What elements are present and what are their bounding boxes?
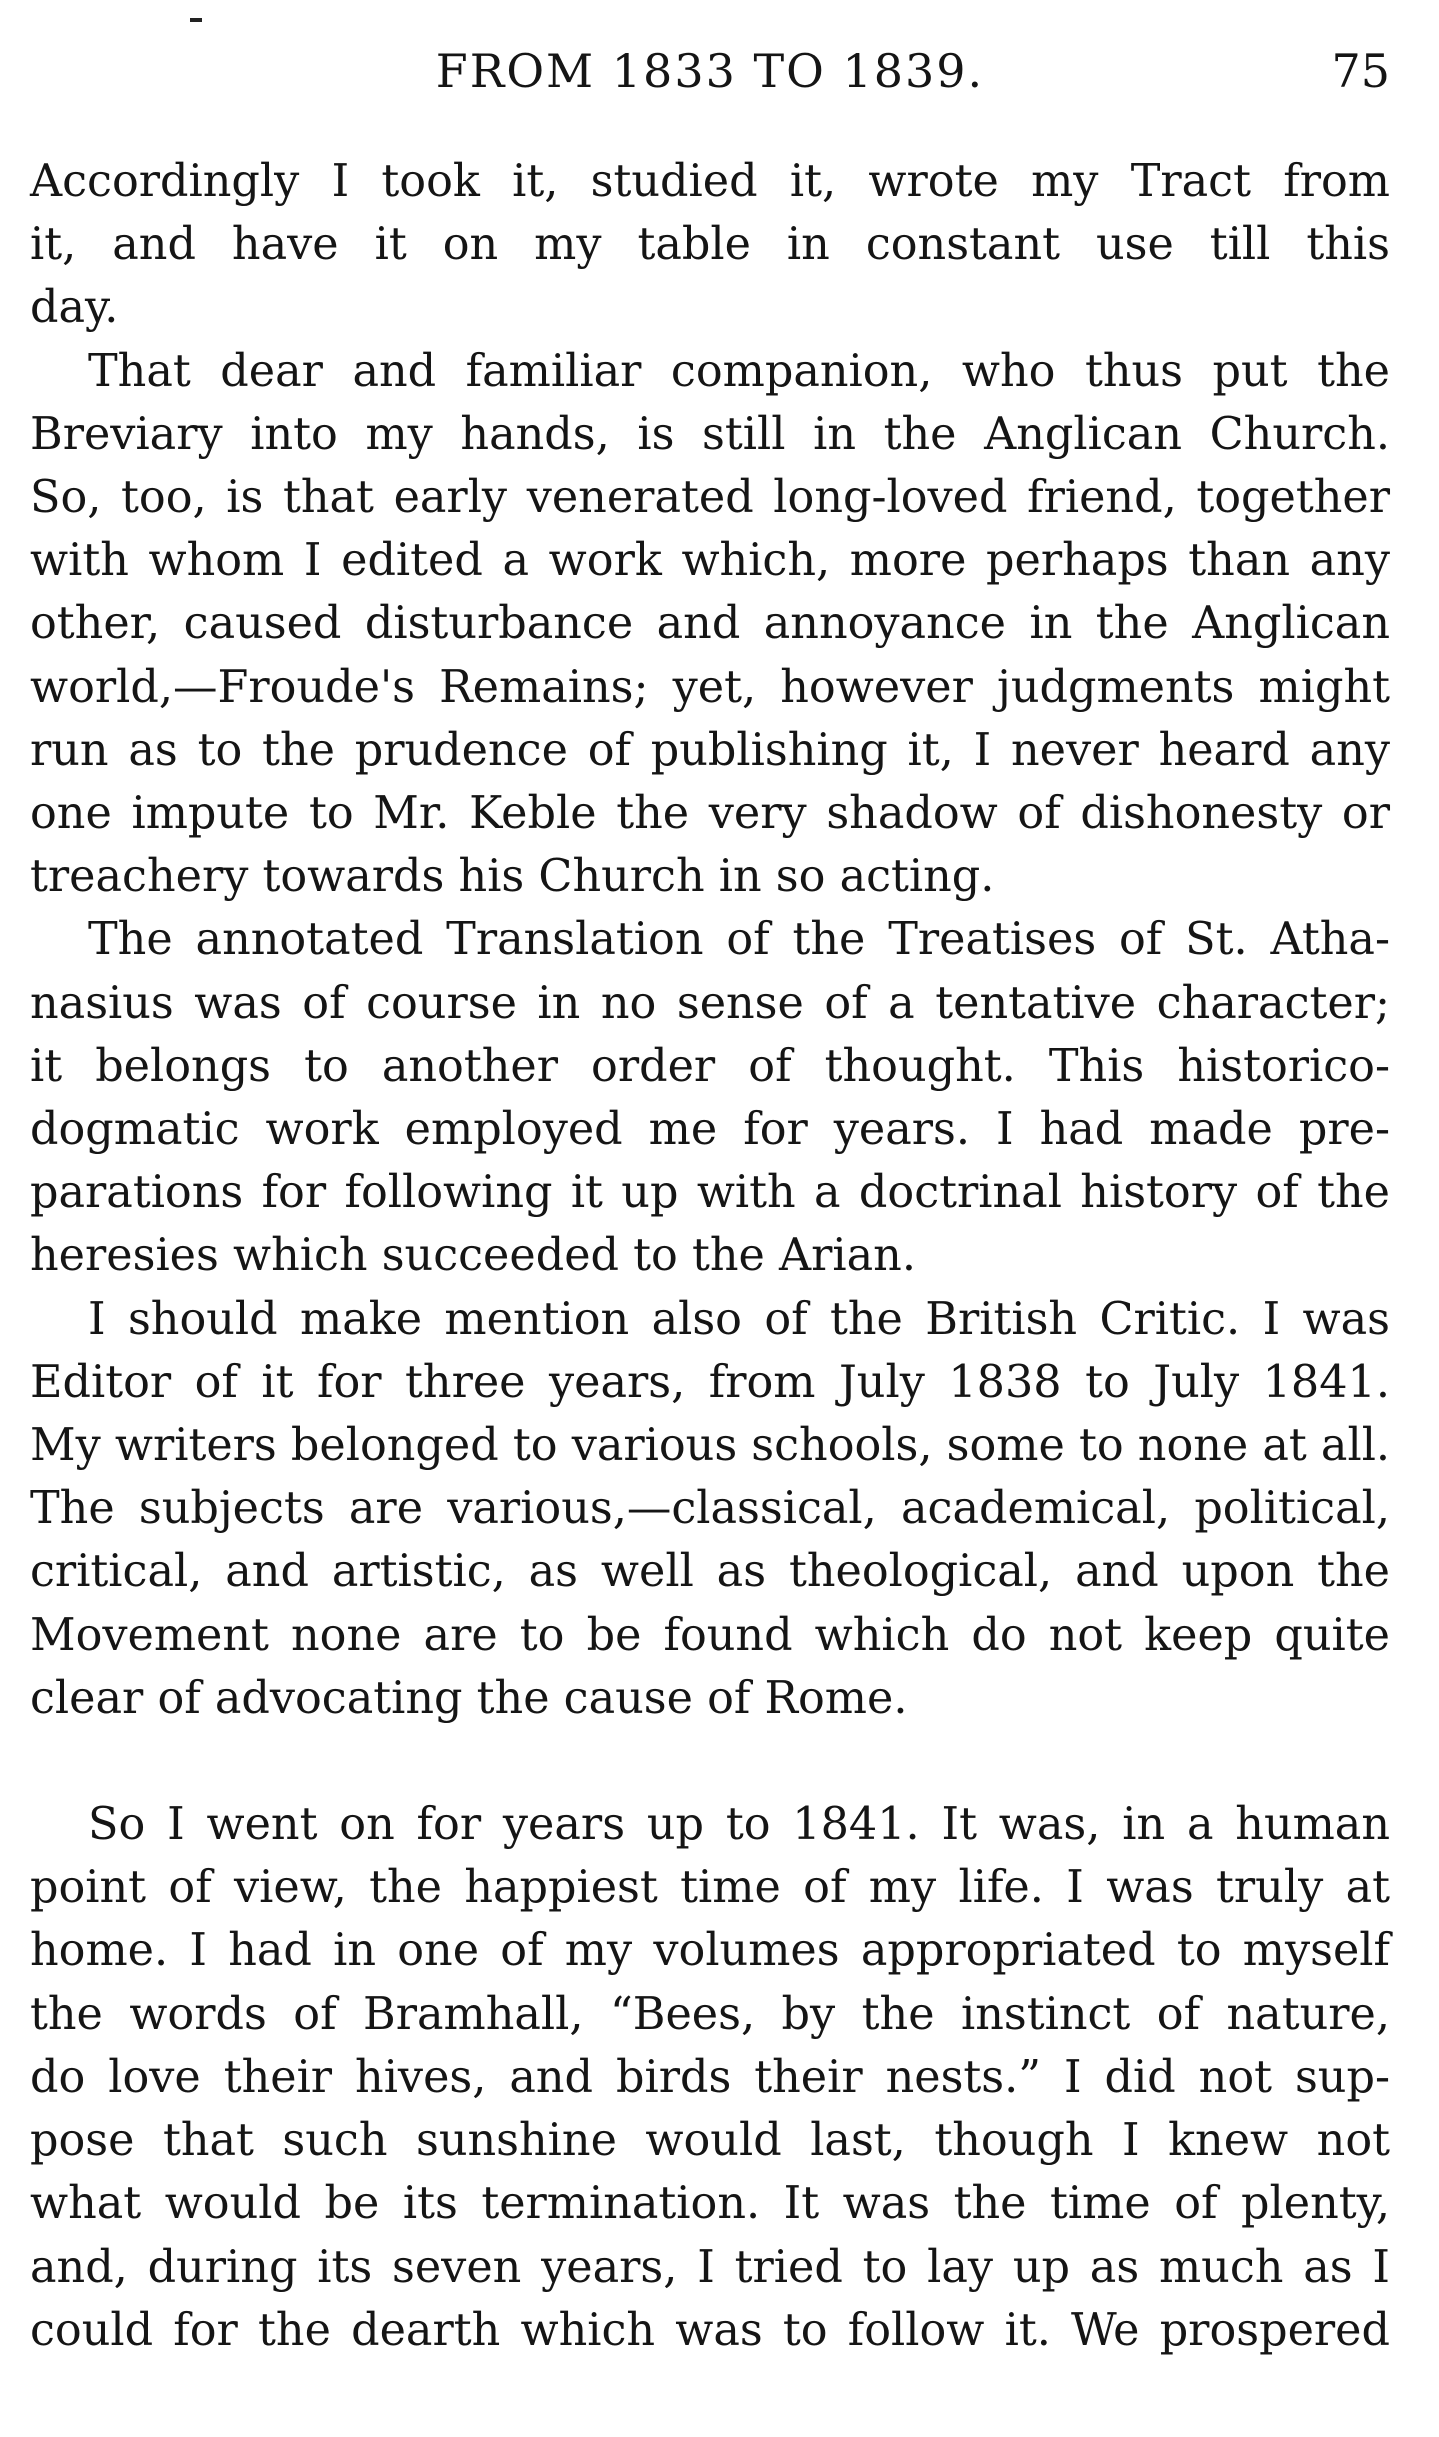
text-line: home. I had in one of my volumes appropriated to myself: [30, 1925, 1390, 1977]
text-line: run as to the prudence of publishing it, I never heard any: [30, 724, 1390, 776]
text-line: heresies which succeeded to the Arian.: [30, 1230, 916, 1282]
running-title: FROM 1833 TO 1839.: [435, 44, 985, 98]
text-line: dogmatic work employed me for years. I had made pre-: [30, 1104, 1390, 1156]
text-line: So, too, is that early venerated long-loved friend, together: [30, 472, 1390, 524]
running-header: [30, 44, 1390, 104]
text-line: So I went on for years up to 1841. It was, in a human: [88, 1799, 1390, 1851]
stray-ink-mark: [190, 18, 202, 22]
paragraph: [30, 340, 1390, 909]
text-line: My writers belonged to various schools, some to none at all.: [30, 1420, 1391, 1472]
text-line: one impute to Mr. Keble the very shadow of dishonesty or: [30, 788, 1390, 840]
text-line: treachery towards his Church in so acting.: [30, 851, 995, 903]
text-line: Movement none are to be found which do not keep quite: [30, 1609, 1390, 1661]
text-line: the words of Bramhall, “Bees, by the instinct of nature,: [30, 1988, 1390, 2040]
paragraph: [30, 150, 1390, 340]
text-line: Breviary into my hands, is still in the Anglican Church.: [30, 408, 1390, 460]
text-line: and, during its seven years, I tried to lay up as much as I: [30, 2241, 1390, 2293]
text-line: what would be its termination. It was the time of plenty,: [30, 2178, 1390, 2230]
text-line: The annotated Translation of the Treatises of St. Atha-: [88, 914, 1390, 966]
text-line: Accordingly I took it, studied it, wrote my Tract from: [30, 156, 1390, 207]
text-line: nasius was of course in no sense of a tentative character;: [30, 977, 1390, 1029]
text-line: do love their hives, and birds their nests.” I did not sup-: [30, 2051, 1390, 2103]
text-line: it belongs to another order of thought. This historico-: [30, 1040, 1390, 1092]
text-line: critical, and artistic, as well as theological, and upon the: [30, 1546, 1390, 1598]
text-line: Editor of it for three years, from July 1838 to July 1841.: [30, 1356, 1390, 1408]
text-line: I should make mention also of the British Critic. I was: [88, 1293, 1390, 1345]
text-line: world,—Froude's Remains; yet, however judgments might: [30, 661, 1390, 713]
text-line: it, and have it on my table in constant use till this: [30, 219, 1390, 271]
text-line: day.: [30, 282, 119, 334]
text-line: other, caused disturbance and annoyance in the Anglican: [30, 598, 1390, 650]
text-line: with whom I edited a work which, more perhaps than any: [30, 535, 1390, 587]
paragraph: [30, 1793, 1390, 2362]
text-line: The subjects are various,—classical, academical, political,: [30, 1483, 1390, 1535]
text-line: point of view, the happiest time of my life. I was truly at: [30, 1862, 1390, 1914]
paragraph: [30, 1288, 1390, 1730]
text-line: clear of advocating the cause of Rome.: [30, 1672, 908, 1724]
section-break: [30, 1730, 1390, 1793]
page-number: 75: [1331, 44, 1390, 98]
text-line: parations for following it up with a doctrinal history of the: [30, 1167, 1390, 1219]
text-line: pose that such sunshine would last, though I knew not: [30, 2115, 1390, 2167]
paragraph: [30, 908, 1390, 1287]
text-line: That dear and familiar companion, who thus put the: [88, 345, 1390, 397]
body-text: [30, 150, 1390, 2362]
text-line: could for the dearth which was to follow it. We prospered: [30, 2304, 1390, 2356]
